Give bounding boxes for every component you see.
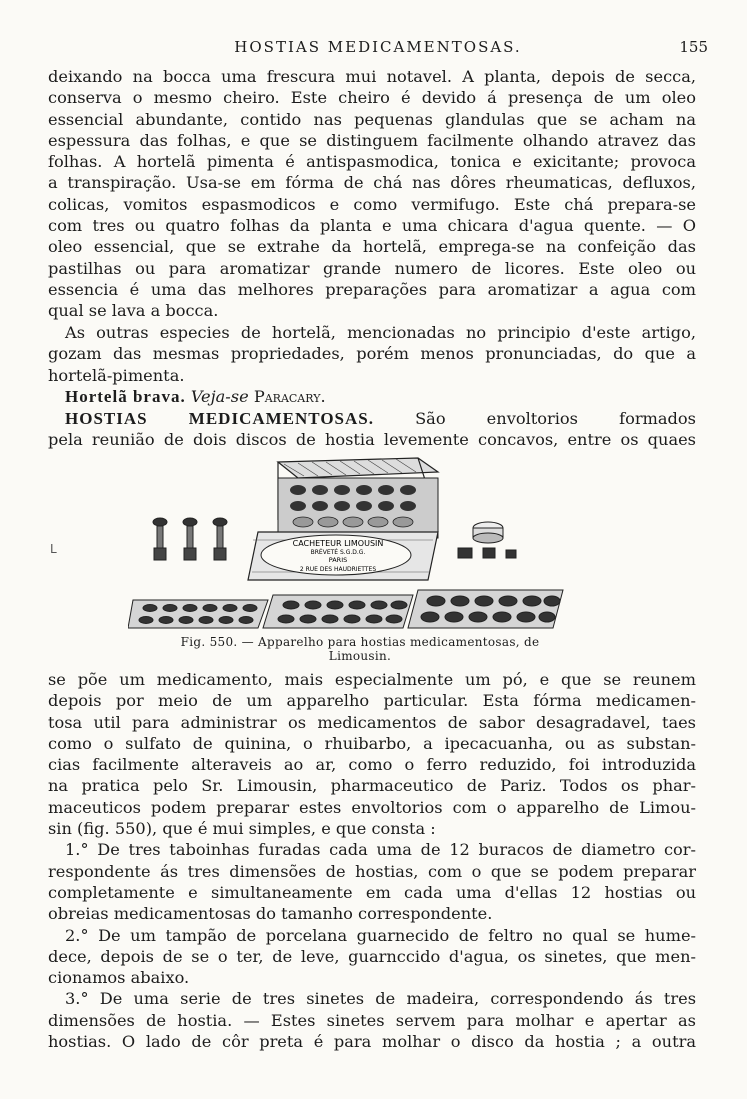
text-line: na pratica pelo Sr. Limousin, pharmaceutico de Pariz. Todos os phar- — [48, 776, 696, 796]
box-front — [248, 532, 438, 580]
text-line: conserva o mesmo cheiro. Este cheiro é devido á presença de um oleo — [48, 88, 696, 108]
porcelain-tampon — [473, 522, 503, 543]
text-line: com tres ou quatro folhas da planta e uma chicara d'agua quente. — O — [48, 216, 696, 236]
running-title: HOSTIAS MEDICAMENTOSAS. — [234, 38, 522, 56]
text-line: maceuticos podem preparar estes envoltorios com o apparelho de Limou- — [48, 797, 696, 817]
text-line: depois por meio de um apparelho particular. Esta fórma medicamen- — [48, 691, 696, 711]
text-line: oleo essencial, que se extrahe da hortelã, emprega-se na confeição das — [48, 237, 696, 257]
box-compartments — [278, 478, 438, 538]
label-line: CACHETEUR LIMOUSIN — [292, 539, 384, 548]
paragraph-descricao-apparelho — [48, 669, 696, 1052]
entry-hostias-medicamentosas — [48, 408, 696, 451]
text-line: cias facilmente alteraveis ao ar, como o ferro reduzido, foi introduzida — [48, 755, 696, 775]
text-line: como o sulfato de quinina, o rhuibarbo, a ipecacuanha, ou as substan- — [48, 733, 696, 753]
text-line: essencial abundante, contido nas pequenas glandulas que se acham na — [48, 109, 696, 129]
text-line: a transpiração. Usa-se em fórma de chá nas dôres rheumaticas, defluxos, — [48, 173, 696, 193]
figure-apparelho-limousin — [128, 450, 568, 640]
figure-caption: Fig. 550. — Apparelho para hostias medicamentosas, de Limousin. — [180, 635, 540, 663]
text-span: São envoltorios formados — [415, 409, 696, 428]
headword: Hortelã brava. — [65, 387, 186, 406]
see-reference: Veja-se — [190, 387, 249, 406]
text-line: respondente ás tres dimensões de hostias, com o que se podem preparar — [48, 861, 696, 881]
list-item-3: 3.° De uma serie de tres sinetes de madeira, correspondendo ás tres — [65, 989, 696, 1009]
text-line: se põe um medicamento, mais especialmente um pó, e que se reunem — [48, 670, 696, 689]
text-line: dece, depois de se o ter, de leve, guarnccido d'agua, os sinetes, que men- — [48, 946, 696, 966]
margin-mark: ᒪ — [50, 542, 57, 556]
perforated-boards — [128, 590, 563, 628]
text-line: As outras especies de hortelã, mencionadas no principio d'este artigo, — [65, 323, 696, 342]
label-line: 2 RUE DES HAUDRIETTES — [299, 566, 377, 573]
text-line: cionamos abaixo. — [48, 968, 190, 988]
text-line: hortelã-pimenta. — [48, 365, 185, 385]
text-line: sin (fig. 550), que é mui simples, e que consta : — [48, 819, 436, 839]
text-line: completamente e simultaneamente em cada uma d'ellas 12 hostias ou — [48, 882, 696, 902]
text-line: pela reunião de dois discos de hostia levemente concavos, entre os quaes — [48, 430, 696, 450]
small-seals-right — [458, 548, 516, 558]
text-line: tosa util para administrar os medicamentos de sabor desagradavel, taes — [48, 712, 696, 732]
text-line: obreias medicamentosas do tamanho correspondente. — [48, 904, 493, 924]
wooden-seals-left — [153, 518, 227, 560]
headword: HOSTIAS MEDICAMENTOSAS. — [65, 409, 374, 428]
text-line: deixando na bocca uma frescura mui notavel. A planta, depois de secca, — [48, 67, 696, 86]
text-line: hostias. O lado de côr preta é para molhar o disco da hostia ; a outra — [48, 1032, 696, 1052]
text-line: essencia é uma das melhores preparações para aromatizar a agua com — [48, 279, 696, 299]
list-item-2: 2.° De um tampão de porcelana guarnecido de feltro no qual se hume- — [65, 925, 696, 945]
text-line: dimensões de hostia. — Estes sinetes servem para molhar e apertar as — [48, 1010, 696, 1030]
text-line: gozam das mesmas propriedades, porém menos pronunciadas, do que a — [48, 344, 696, 364]
cross-reference: Paracary. — [253, 387, 326, 406]
paragraph-hortela-pimenta — [48, 66, 696, 322]
apparatus-illustration — [128, 450, 568, 640]
text-line: folhas. A hortelã pimenta é antispasmodica, tonica e exicitante; provoca — [48, 152, 696, 172]
entry-hortela-brava — [48, 386, 696, 407]
paragraph-outras-especies — [48, 322, 696, 386]
text-line: pastilhas ou para aromatizar grande numero de licores. Este oleo ou — [48, 258, 696, 278]
text-line: espessura das folhas, e que se distinguem facilmente olhando atravez das — [48, 130, 696, 150]
page-number: 155 — [679, 38, 708, 56]
text-line: colicas, vomitos espasmodicos e como vermifugo. Este chá prepara-se — [48, 194, 696, 214]
page-header — [48, 38, 708, 62]
label-line: PARIS — [328, 556, 348, 564]
label-line: BRÉVETÉ S.G.D.G. — [310, 549, 366, 556]
text-line: qual se lava a bocca. — [48, 301, 219, 321]
list-item-1: 1.° De tres taboinhas furadas cada uma de 12 buracos de diametro cor- — [65, 840, 696, 860]
